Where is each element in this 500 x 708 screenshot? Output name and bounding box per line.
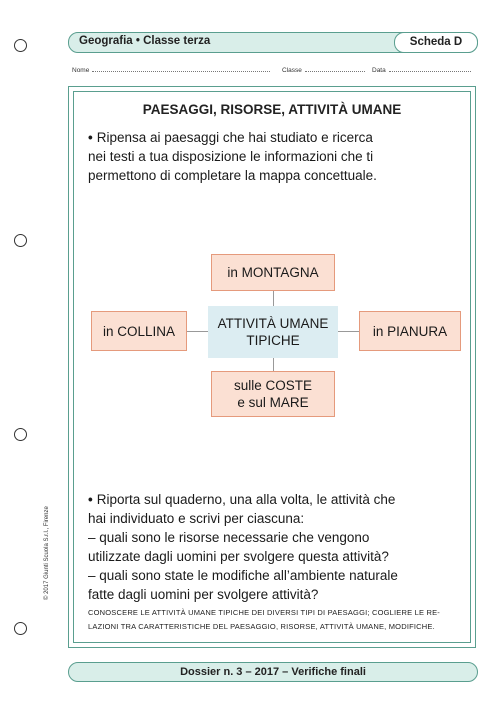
task-line: fatte dagli uomini per svolgere attività? — [88, 587, 319, 602]
date-label: Data — [372, 67, 386, 74]
map-box-coste-mare[interactable] — [211, 371, 335, 417]
map-center-label: ATTIVITÀ UMANE — [217, 316, 329, 331]
binder-hole — [14, 622, 27, 635]
task-line: Riporta sul quaderno, una alla volta, le attività che — [96, 492, 396, 507]
class-label: Classe — [282, 67, 302, 74]
map-box-label: sulle COSTE — [233, 378, 313, 393]
scheda-label: Scheda D — [394, 32, 478, 53]
binder-hole — [14, 428, 27, 441]
intro-line: nei testi a tua disposizione le informazioni che ti — [88, 149, 374, 164]
worksheet-inner-frame — [73, 91, 471, 643]
objective-text — [88, 606, 440, 634]
map-center-box — [208, 306, 338, 358]
class-field[interactable] — [282, 67, 365, 74]
name-label: Nome — [72, 67, 90, 74]
map-box-label: in MONTAGNA — [227, 265, 319, 280]
objective-line: LAZIONI TRA CARATTERISTICHE DEL PAESAGGIO, RISORSE, ATTIVITÀ UMANE, MODIFICHE. — [88, 622, 435, 631]
page-title: PAESAGGI, RISORSE, ATTIVITÀ UMANE — [142, 102, 402, 117]
intro-line: Ripensa ai paesaggi che hai studiato e ricerca — [96, 130, 373, 145]
task-paragraph — [88, 490, 398, 604]
worksheet-frame — [68, 86, 476, 648]
date-field[interactable] — [372, 67, 471, 74]
map-box-label: e sul MARE — [237, 395, 309, 410]
intro-paragraph — [88, 128, 377, 185]
bullet: • — [88, 130, 93, 145]
map-box-pianura[interactable] — [359, 311, 461, 351]
task-line: – quali sono le risorse necessarie che vengono — [88, 530, 370, 545]
name-field[interactable] — [72, 67, 270, 74]
intro-line: permettono di completare la mappa concettuale. — [88, 168, 377, 183]
map-box-montagna[interactable] — [211, 254, 335, 291]
binder-hole — [14, 234, 27, 247]
task-line: hai individuato e scrivi per ciascuna: — [88, 511, 305, 526]
map-box-label: in COLLINA — [102, 323, 176, 339]
map-box-label: in PIANURA — [372, 323, 448, 339]
bullet: • — [88, 492, 93, 507]
binder-hole — [14, 39, 27, 52]
map-center-label: TIPICHE — [246, 333, 300, 348]
footer-text: Dossier n. 3 – 2017 – Verifiche finali — [180, 666, 366, 678]
task-line: utilizzate dagli uomini per svolgere questa attività? — [88, 549, 389, 564]
objective-line: CONOSCERE LE ATTIVITÀ UMANE TIPICHE DEI DIVERSI TIPI DI PAESAGGI; COGLIERE LE RE- — [88, 608, 440, 617]
task-line: – quali sono state le modifiche all’ambiente naturale — [88, 568, 398, 583]
footer-bar — [68, 662, 478, 682]
copyright-notice: © 2017 Giunti Scuola S.r.l., Firenze — [44, 506, 50, 600]
header-title: Geografia • Classe terza — [79, 35, 211, 47]
connector-line — [273, 290, 274, 307]
map-box-collina[interactable] — [91, 311, 187, 351]
header-bar — [68, 32, 478, 53]
